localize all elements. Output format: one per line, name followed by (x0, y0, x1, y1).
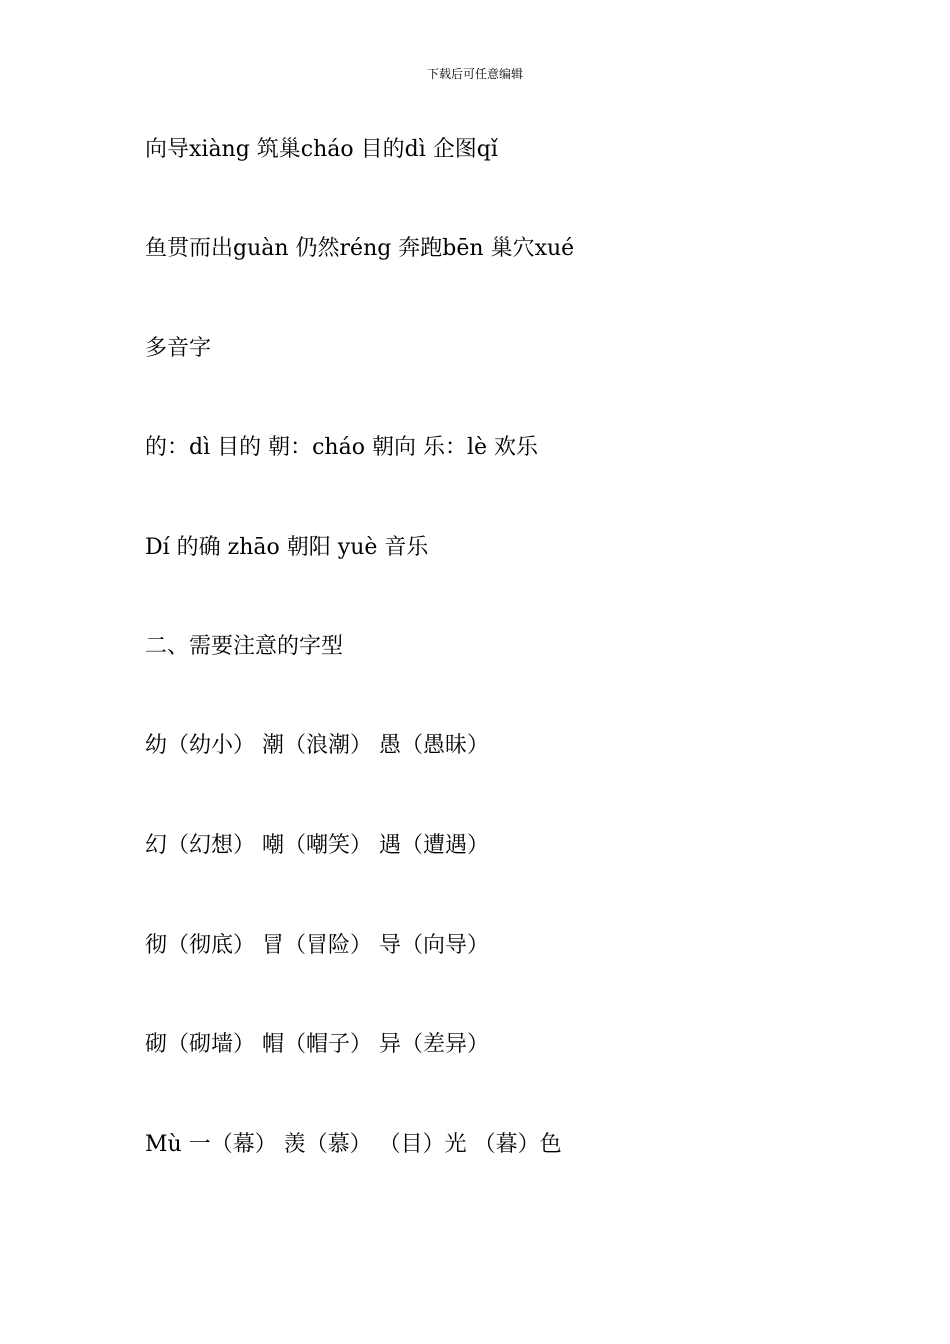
section-heading-polyphonic: 多音字 (145, 336, 212, 361)
text-line-chars-3: 彻（彻底） 冒（冒险） 导（向导） (145, 933, 489, 958)
text-line-pinyin-1: 向导xiàng 筑巢cháo 目的dì 企图qǐ (145, 137, 498, 162)
section-heading-character-forms: 二、需要注意的字型 (145, 634, 344, 659)
page-header: 下载后可任意编辑 (426, 67, 523, 81)
text-line-chars-1: 幼（幼小） 潮（浪潮） 愚（愚昧） (145, 733, 489, 758)
text-line-chars-5: Mù 一（幕） 羡（慕） （目）光 （暮）色 (145, 1132, 562, 1157)
text-line-polyphonic-1: 的：dì 目的 朝：cháo 朝向 乐：lè 欢乐 (145, 435, 538, 460)
text-line-chars-4: 砌（砌墙） 帽（帽子） 异（差异） (145, 1032, 489, 1057)
text-line-chars-2: 幻（幻想） 嘲（嘲笑） 遇（遭遇） (145, 833, 489, 858)
text-line-polyphonic-2: Dí 的确 zhāo 朝阳 yuè 音乐 (145, 535, 429, 560)
text-line-pinyin-2: 鱼贯而出guàn 仍然réng 奔跑bēn 巢穴xué (145, 236, 575, 261)
